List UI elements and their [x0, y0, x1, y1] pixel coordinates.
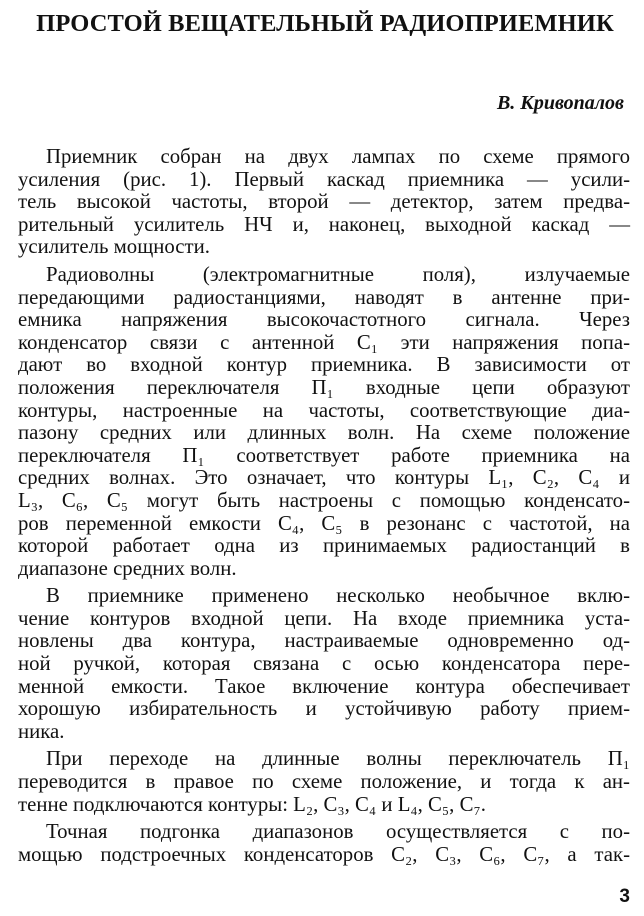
- text-line: усилитель мощности.: [18, 235, 210, 259]
- text-line: дают во входной контур приемника. В зависимости от: [18, 353, 630, 377]
- article-body: [18, 146, 630, 871]
- text-line: ров переменной емкости C₄, C₅ в резонанс с частотой, на: [18, 511, 630, 535]
- text-line: ника.: [18, 719, 65, 743]
- text-line: контуры, настроенные на частоты, соответствующие диа-: [18, 398, 630, 422]
- text-line: положения переключателя П₁ входные цепи образуют: [18, 375, 630, 399]
- article-author: В. Кривопалов: [496, 92, 624, 114]
- text-line: тель высокой частоты, второй — детектор, затем предва-: [18, 190, 630, 214]
- text-line: Точная подгонка диапазонов осуществляется с по-: [46, 820, 630, 844]
- text-line: усиления (рис. 1). Первый каскад приемника — усили-: [18, 167, 630, 191]
- text-line: рительный усилитель НЧ и, наконец, выходной каскад —: [18, 212, 630, 236]
- text-line: При переходе на длинные волны переключатель П₁: [46, 747, 630, 771]
- text-line: передающими радиостанциями, наводят в антенне при-: [18, 285, 630, 309]
- text-line: тенне подключаются контуры: L₂, C₃, C₄ и L₄, C₅, C₇.: [18, 792, 486, 816]
- text-line: L₃, C₆, C₅ могут быть настроены с помощью конденсато-: [18, 488, 630, 512]
- paragraph: [18, 264, 630, 580]
- page-number: 3: [619, 886, 630, 907]
- text-line: Радиоволны (электромагнитные поля), излучаемые: [46, 262, 630, 286]
- text-line: конденсатор связи с антенной C₁ эти напряжения попа-: [18, 330, 630, 354]
- text-line: переключателя П₁ соответствует работе приемника на: [18, 443, 630, 467]
- text-line: средних волнах. Это означает, что контуры L₁, C₂, C₄ и: [18, 466, 630, 490]
- paragraph: [18, 821, 630, 866]
- text-line: емника напряжения высокочастотного сигнала. Через: [18, 308, 630, 332]
- text-line: чение контуров входной цепи. На входе приемника уста-: [18, 606, 630, 630]
- text-line: ной ручкой, которая связана с осью конденсатора пере-: [18, 652, 630, 676]
- article-title: ПРОСТОЙ ВЕЩАТЕЛЬНЫЙ РАДИОПРИЕМНИК: [36, 10, 614, 37]
- text-line: хорошую избирательность и устойчивую работу прием-: [18, 697, 630, 721]
- text-line: переводится в правое по схеме положение, и тогда к ан-: [18, 770, 630, 794]
- paragraph: [18, 748, 630, 816]
- text-line: диапазоне средних волн.: [18, 556, 237, 580]
- paragraph: [18, 585, 630, 743]
- text-line: менной емкости. Такое включение контура обеспечивает: [18, 674, 630, 698]
- text-line: Приемник собран на двух лампах по схеме прямого: [46, 145, 630, 168]
- text-line: пазону средних или длинных волн. На схеме положение: [18, 421, 630, 445]
- text-line: мощью подстроечных конденсаторов C₂, C₃, C₆, C₇, а так-: [18, 842, 630, 866]
- text-line: новлены два контура, настраиваемые одновременно од-: [18, 629, 630, 653]
- paragraph: [18, 146, 630, 259]
- text-line: которой работает одна из принимаемых радиостанций в: [18, 534, 630, 558]
- text-line: В приемнике применено несколько необычное вклю-: [46, 584, 630, 608]
